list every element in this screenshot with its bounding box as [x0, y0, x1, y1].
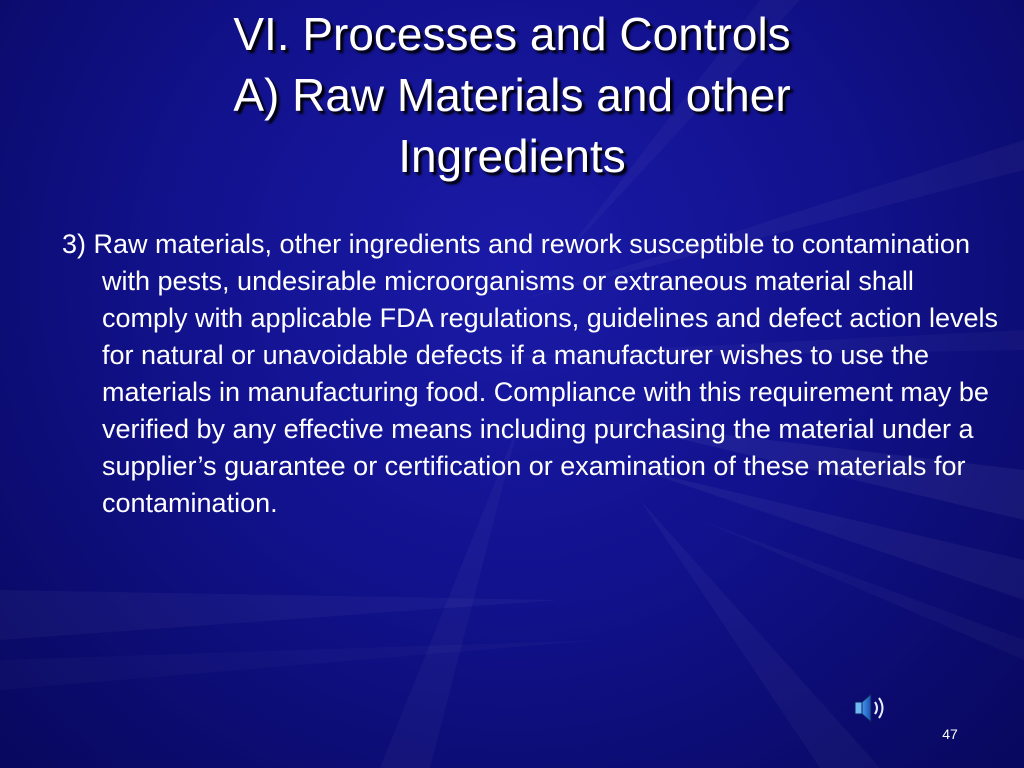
title-line-3: Ingredients [398, 130, 626, 182]
title-line-1: VI. Processes and Controls [233, 8, 791, 60]
page-number: 47 [942, 726, 958, 742]
slide-title [0, 4, 1024, 187]
title-line-2: A) Raw Materials and other [233, 69, 791, 121]
speaker-icon[interactable] [852, 689, 892, 727]
slide-body-text: 3) Raw materials, other ingredients and rework susceptible to contamination with pests, undesirable microorganisms or extraneous material shall comply with applicable FDA regulations, guidelines and defect action levels for natural or unavoidable defects if a manufacturer wishes to use the materials in manufacturing food. Compliance with this requirement may be verified by any effective means including purchasing the material under a supplier’s guarantee or certification or examination of these materials for contamination. [62, 229, 999, 518]
